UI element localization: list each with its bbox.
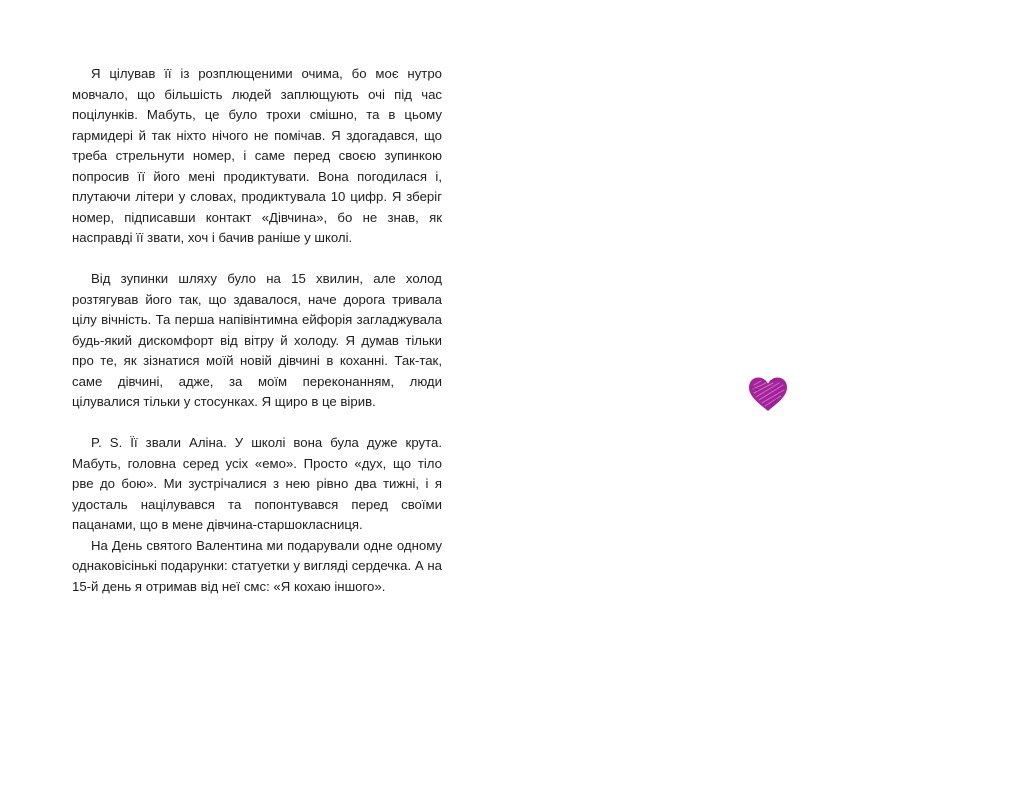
paragraph-4: На День святого Валентина ми подарували одне одному однаковісінькі подарунки: статуетки у вигляді сердечка. А на 15-й день я отримав від неї смс: «Я кохаю іншого». — [72, 537, 442, 594]
paragraph-2: Від зупинки шляху було на 15 хвилин, але холод розтягував його так, що здавалося, наче дорога тривала цілу вічність. Та перша напівінтимна ейфорія загладжувала будь-який дискомфорт від вітру й холоду. Я думав тільки про те, як зізнатися моїй новій дівчині в коханні. Так-так, саме дівчині, адже, за моїм переконанням, люди цілувалися тільки у стосунках. Я щиро в це вірив. — [72, 271, 442, 409]
heart-icon — [746, 375, 790, 413]
paragraph-3: P. S. Її звали Аліна. У школі вона була дуже крута. Мабуть, головна серед усіх «емо». Просто «дух, що тіло рве до бою». Ми зустрічалися з нею рівно два тижні, і я удосталь націлувався та попонтувався перед своїми пацанами, що в мене дівчина-старшокласниця. — [72, 435, 442, 532]
paragraph-1: Я цілував її із розплющеними очима, бо моє нутро мовчало, що більшість людей заплющують очі під час поцілунків. Мабуть, це було трохи смішно, та в цьому гармидері й так ніхто нічого не помічав. Я здогадався, що треба стрельнути номер, і саме перед своєю зупинкою попросив її його мені продиктувати. Вона погодилася і, плутаючи літери у словах, продиктувала 10 цифр. Я зберіг номер, підписавши контакт «Дівчина», бо не знав, як насправді її звати, хоч і бачив раніше у школі. — [72, 66, 442, 245]
left-page-text — [72, 64, 442, 597]
